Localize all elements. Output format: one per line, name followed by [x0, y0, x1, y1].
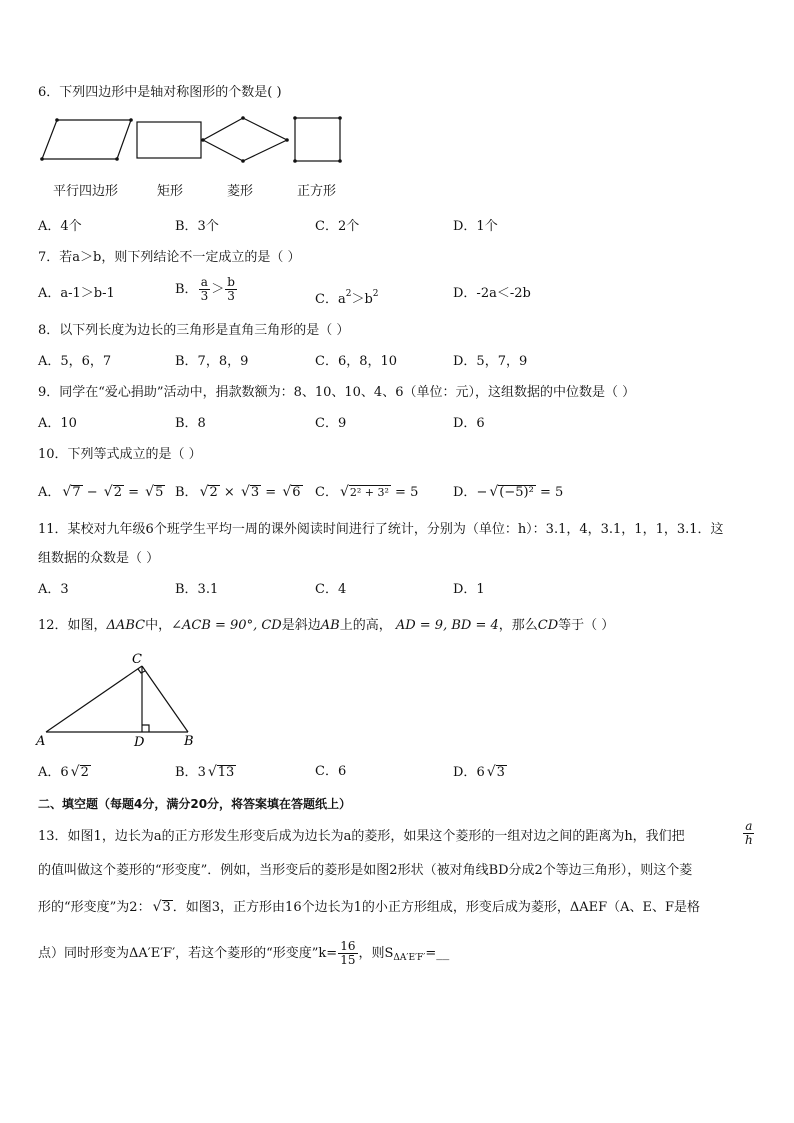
option-a[interactable]: A．3: [38, 582, 69, 597]
math: AD = 9, BD = 4: [395, 618, 499, 633]
radicand: 2: [209, 485, 218, 500]
square-shape: [295, 118, 340, 161]
shape-label: 平行四边形: [53, 184, 119, 199]
option-label: C．: [315, 292, 338, 307]
operator: −: [476, 485, 488, 500]
base: b: [364, 292, 373, 307]
radicand: 2² + 3²: [349, 486, 389, 499]
option-c[interactable]: C．9: [315, 416, 347, 431]
option-c[interactable]: C． √2² + 3² = 5: [315, 484, 419, 500]
q6-figures: [30, 112, 360, 172]
q7-stem: 7．若a＞b，则下列结论不一定成立的是（ ）: [38, 250, 301, 265]
text: 点）同时形变为ΔA′E′F′，若这个菱形的“形变度”k=: [38, 946, 338, 961]
radicand: 2: [80, 765, 89, 780]
q9-stem: 9．同学在“爱心捐助”活动中，捐款数额为：8、10、10、4、6（单位：元），这组数据的中位数是（ ）: [38, 385, 636, 400]
option-label: B．: [175, 282, 198, 297]
option-label: C．: [315, 764, 338, 779]
q13-line-2: 的值叫做这个菱形的“形变度”．例如，当形变后的菱形是如图2形状（被对角线BD分成2个等边三角形），则这个菱: [38, 863, 693, 878]
radicand: 3: [250, 485, 260, 500]
base: a: [337, 292, 346, 307]
q10-stem: 10．下列等式成立的是（ ）: [38, 447, 202, 462]
section-heading: 二、填空题（每题4分，满分20分，将答案填在答题纸上）: [38, 797, 352, 811]
q13-line-4: [38, 940, 449, 967]
radicand: 2: [113, 485, 122, 500]
math: AB: [320, 618, 340, 633]
option-d[interactable]: D．5，7，9: [453, 354, 528, 369]
q6-options: [38, 218, 738, 236]
option-b[interactable]: [175, 276, 238, 303]
option-b[interactable]: B．3.1: [175, 582, 219, 597]
option-label: B．: [175, 485, 198, 500]
math: CD: [537, 618, 559, 633]
rectangle-shape: [137, 122, 201, 158]
option-c[interactable]: C．2个: [315, 219, 360, 234]
option-b[interactable]: B．8: [175, 416, 206, 431]
denominator: h: [745, 833, 753, 847]
q6-stem: 6．下列四边形中是轴对称图形的个数是( ): [38, 85, 282, 100]
operator: ×: [223, 485, 235, 500]
relation: ＞: [351, 292, 365, 307]
option-label: B．: [175, 765, 198, 780]
option-c[interactable]: C．4: [315, 582, 347, 597]
option-d[interactable]: D．-2a＜-2b: [453, 286, 531, 301]
fraction-k: $\frac{16}{15}$: [340, 939, 356, 967]
math: ∠ACB = 90°, CD: [171, 618, 282, 633]
q11-line-2: 组数据的众数是（ ）: [38, 551, 160, 566]
text: 形的“形变度”为2：: [38, 900, 151, 915]
option-d[interactable]: D．1: [453, 582, 485, 597]
option-a[interactable]: A． √7 − √2 = √5: [38, 484, 164, 500]
text: 上的高，: [339, 618, 392, 633]
q7-options: [38, 275, 738, 307]
q13-fraction-a-h: [743, 820, 755, 847]
math: ΔABC: [106, 618, 146, 633]
q12-triangle-figure: [34, 650, 204, 750]
numerator: a: [745, 819, 753, 833]
fraction: $\frac{a}{3}$: [200, 275, 209, 303]
operator: = 5: [539, 485, 564, 500]
operator: −: [86, 485, 98, 500]
q10-options: [38, 483, 738, 501]
operator: = 5: [395, 485, 419, 500]
q13-line-3: 形的“形变度”为2： √3 ．如图3，正方形由16个边长为1的小正方形组成，形变后成为菱形，ΔAEF（A、E、F是格: [38, 899, 701, 915]
operator: =: [265, 485, 277, 500]
vertex-label-c: C: [132, 652, 142, 667]
rhombus-shape: [203, 118, 287, 161]
radicand: 3: [162, 900, 171, 915]
text: 等于（ ）: [558, 618, 615, 633]
answer-blank: =__: [425, 946, 450, 961]
option-b[interactable]: B．3 √13: [175, 764, 235, 780]
option-d[interactable]: D．− √(−5)² = 5: [453, 484, 564, 500]
option-a[interactable]: A．5，6，7: [38, 354, 112, 369]
coefficient: 6: [476, 765, 485, 780]
option-a[interactable]: A．10: [38, 416, 77, 431]
shape-label: 正方形: [297, 184, 337, 199]
shape-label: 矩形: [157, 184, 184, 199]
option-d[interactable]: D．1个: [453, 219, 498, 234]
subscript: ΔA′E′F′: [393, 953, 426, 963]
option-label: A．: [38, 765, 61, 780]
coefficient: 6: [60, 765, 69, 780]
radicand: 6: [292, 485, 301, 500]
vertex-label-a: A: [36, 734, 46, 749]
option-d[interactable]: D．6 √3: [453, 764, 505, 780]
text: 中，: [145, 618, 172, 633]
radicand: 3: [496, 765, 505, 780]
option-label: A．: [38, 485, 61, 500]
q13-line-1: 13．如图1，边长为a的正方形发生形变后成为边长为a的菱形，如果这个菱形的一组对边之间的距离为h，我们把: [38, 829, 685, 844]
option-c[interactable]: C．6，8，10: [315, 354, 398, 369]
option-d[interactable]: D．6: [453, 416, 485, 431]
option-a[interactable]: A．a-1＞b-1: [38, 286, 115, 301]
option-a[interactable]: A．4个: [38, 219, 82, 234]
operator: =: [128, 485, 140, 500]
text: 是斜边: [281, 618, 321, 633]
text: ，那么: [498, 618, 538, 633]
text: ．如图3，正方形由16个边长为1的小正方形组成，形变后成为菱形，ΔAEF（A、E、F是格: [172, 900, 701, 915]
radicand: 7: [72, 485, 81, 500]
vertex-label-d: D: [134, 735, 145, 750]
q11-options: [38, 581, 738, 599]
q8-options: [38, 353, 738, 371]
text: ，则S: [358, 946, 394, 961]
relation: ＞: [211, 282, 225, 297]
radicand: 13: [217, 765, 235, 780]
parallelogram-shape: [42, 120, 131, 159]
exponent: 2: [372, 289, 379, 299]
option-c[interactable]: [315, 763, 346, 781]
q12-stem: [38, 617, 614, 635]
option-label: C．: [315, 485, 338, 500]
option-b[interactable]: B．3个: [175, 219, 219, 234]
option-b[interactable]: B．7，8，9: [175, 354, 249, 369]
option-a[interactable]: A．6 √2: [38, 764, 89, 780]
option-label: D．: [453, 485, 477, 500]
q8-stem: 8．以下列长度为边长的三角形是直角三角形的是（ ）: [38, 323, 350, 338]
text: 12．如图，: [38, 618, 107, 633]
exponent: 2: [345, 289, 352, 299]
q12-options: [38, 763, 738, 781]
q11-line-1: 11．某校对九年级6个班学生平均一周的课外阅读时间进行了统计，分别为（单位：h）：3.1，4，3.1，1，1，3.1．这: [38, 522, 724, 537]
option-b[interactable]: B． √2 × √3 = √6: [175, 484, 301, 500]
radicand: 5: [155, 485, 164, 500]
fraction: $\frac{b}{3}$: [227, 275, 235, 303]
option-label: D．: [453, 765, 477, 780]
radicand: (−5)²: [499, 485, 534, 500]
coefficient: 3: [197, 765, 206, 780]
value: 6: [337, 764, 347, 779]
option-c[interactable]: [315, 285, 379, 309]
vertex-label-b: B: [184, 734, 194, 749]
shape-label: 菱形: [227, 184, 254, 199]
q9-options: [38, 415, 738, 433]
